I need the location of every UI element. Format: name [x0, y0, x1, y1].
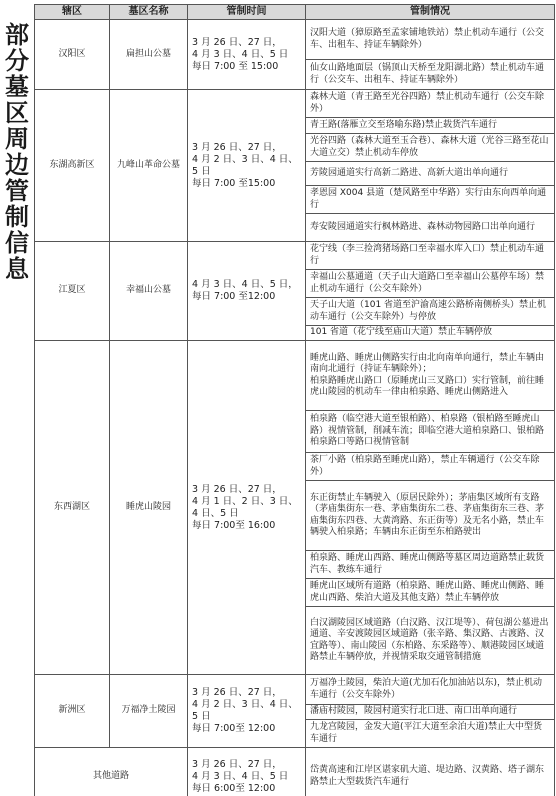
header-district: 辖区 — [35, 5, 110, 20]
time-cell: 3 月 26 日、27 日， 4 月 3 日、4 日、5 日 每日 7:00 至 15:00 — [188, 20, 306, 90]
info-cell: 仙女山路地面层（锅顶山天桥至龙阳湖北路）禁止机动车通行（公交车、出租车、持证车辆除外） — [306, 60, 555, 90]
info-cell: 青王路(落雁立交至珞喻东路)禁止载货汽车通行 — [306, 118, 555, 134]
time-cell: 3 月 26 日、27 日， 4 月 1 日、2 日、3 日、 4 日、5 日 每日 7:00至 16:00 — [188, 341, 306, 675]
side-title-char: 墓 — [5, 73, 29, 101]
header-info: 管制情况 — [306, 5, 555, 20]
side-title-char: 周 — [5, 125, 29, 153]
district-cell: 东西湖区 — [35, 341, 110, 675]
district-cell: 汉阳区 — [35, 20, 110, 90]
side-title-char: 边 — [5, 151, 29, 179]
table-row — [35, 90, 555, 118]
side-title-char: 管 — [5, 177, 29, 205]
cemetery-cell: 扁担山公墓 — [110, 20, 188, 90]
info-cell: 柏泉路（临空港大道至银柏路）、柏泉路（银柏路至睡虎山路）视情管制，削减车流；即临空港大道柏泉路口、银柏路柏泉路口等路口视情管制 — [306, 411, 555, 453]
table-header-row — [35, 5, 555, 20]
info-cell: 睡虎山区域所有道路（柏泉路、睡虎山路、睡虎山侧路、睡虎山西路、柴泊大道及其他支路）禁止车辆停放 — [306, 579, 555, 607]
time-cell: 3 月 26 日、27 日， 4 月 2 日、3 日、4 日、 5 日 每日 7:00至 12:00 — [188, 675, 306, 748]
cemetery-cell: 幸福山公墓 — [110, 242, 188, 341]
info-cell: 万福净土陵园，柴泊大道(尤加石化加油站以东)，禁止机动车通行（公交车除外） — [306, 675, 555, 705]
table-row — [35, 748, 555, 796]
district-cell: 新洲区 — [35, 675, 110, 748]
table-row — [35, 341, 555, 411]
side-title-char: 分 — [5, 47, 29, 75]
info-cell: 柏泉路、睡虎山西路、睡虎山侧路等墓区周边道路禁止载货汽车、教练车通行 — [306, 551, 555, 579]
info-cell: 芳陵园通道实行高新二路进、高新大道出单向通行 — [306, 162, 555, 186]
other-roads-cell: 其他道路 — [35, 748, 188, 796]
side-title-char: 部 — [5, 21, 29, 49]
info-cell: 茶厂小路（柏泉路至睡虎山路），禁止车辆通行（公交车除外） — [306, 453, 555, 481]
info-cell: 岱黄高速和江岸区谌家矶大道、堤边路、汉黄路、塔子湖东路禁止大型载货汽车通行 — [306, 748, 555, 796]
info-cell: 花宁线（李三捡湾猪场路口至幸福水库入口）禁止机动车通行 — [306, 242, 555, 270]
info-cell: 九龙宫陵园，金发大道(平江大道至余泊大道)禁止大中型货车通行 — [306, 720, 555, 748]
cemetery-cell: 万福净土陵园 — [110, 675, 188, 748]
info-cell: 寿安陵园通道实行枫林路进、森林动物园路口出单向通行 — [306, 214, 555, 242]
info-cell: 森林大道（青王路至光谷四路）禁止机动车通行（公交车除外） — [306, 90, 555, 118]
info-cell: 101 省道（花宁线至庙山大道）禁止车辆停放 — [306, 326, 555, 341]
cemetery-cell: 九峰山革命公墓 — [110, 90, 188, 242]
table-row — [35, 675, 555, 705]
info-cell: 汉阳大道（獐原路至孟家铺地铁站）禁止机动车通行（公交车、出租车、持证车辆除外） — [306, 20, 555, 60]
side-title-char: 区 — [5, 99, 29, 127]
district-cell: 江夏区 — [35, 242, 110, 341]
time-cell: 4 月 3 日、4 日、5 日， 每日 7:00 至12:00 — [188, 242, 306, 341]
info-cell: 白汉湖陵园区域道路（白汉路、汉江堤等）、荷包湖公墓进出通道、辛安渡陵园区域道路（张辛路、集汉路、古渡路、汉宜路等）、南山陵园（东柏路、东采路等）、顺港陵园区域道路禁止车辆停放，并视情采取交通管制措施 — [306, 607, 555, 675]
info-cell: 光谷四路（森林大道至玉合巷）、森林大道（光谷三路至花山大道立交）禁止机动车停放 — [306, 134, 555, 162]
control-table-wrap — [34, 4, 554, 792]
side-title-char: 信 — [5, 229, 29, 257]
info-cell: 潘庙村陵园，陵园村道实行北口进、南口出单向通行 — [306, 705, 555, 720]
header-time: 管制时间 — [188, 5, 306, 20]
table-row — [35, 20, 555, 60]
info-cell: 天子山大道（101 省道至沪渝高速公路桥南侧桥头）禁止机动车通行（公交车除外）与停放 — [306, 298, 555, 326]
header-cemetery: 墓区名称 — [110, 5, 188, 20]
time-cell: 3 月 26 日、27 日， 4 月 3 日、4 日、5 日 每日 6:00至 12:00 — [188, 748, 306, 796]
info-cell: 孝恩园 X004 县道（楚风路至中华路）实行由东向西单向通行 — [306, 186, 555, 214]
cemetery-cell: 睡虎山陵园 — [110, 341, 188, 675]
time-cell: 3 月 26 日、27 日， 4 月 2 日、3 日、4 日、 5 日 每日 7:00 至15:00 — [188, 90, 306, 242]
side-title — [0, 0, 34, 796]
side-title-char: 制 — [5, 203, 29, 231]
district-cell: 东湖高新区 — [35, 90, 110, 242]
control-table — [34, 4, 555, 796]
side-title-char: 息 — [5, 255, 29, 283]
info-cell: 幸福山公墓通道（天子山大道路口至幸福山公墓停车场）禁止机动车通行（公交车除外） — [306, 270, 555, 298]
info-cell: 东正街禁止车辆驶入（原居民除外）；茅庙集区域所有支路（茅庙集街东一巷、茅庙集街东二巷、茅庙集街东三巷、茅庙集街东四巷、大黄湾路、东正街等）及无名小路，禁止车辆驶入柏泉路；车辆由东正街至东柏路驶出 — [306, 481, 555, 551]
table-row — [35, 242, 555, 270]
info-cell: 睡虎山路、睡虎山侧路实行由北向南单向通行，禁止车辆由南向北通行（持证车辆除外）； 柏泉路睡虎山路口（原睡虎山三叉路口）实行管制，前往睡虎山陵园的机动车一律由柏泉路、睡虎山侧路进入 — [306, 341, 555, 411]
